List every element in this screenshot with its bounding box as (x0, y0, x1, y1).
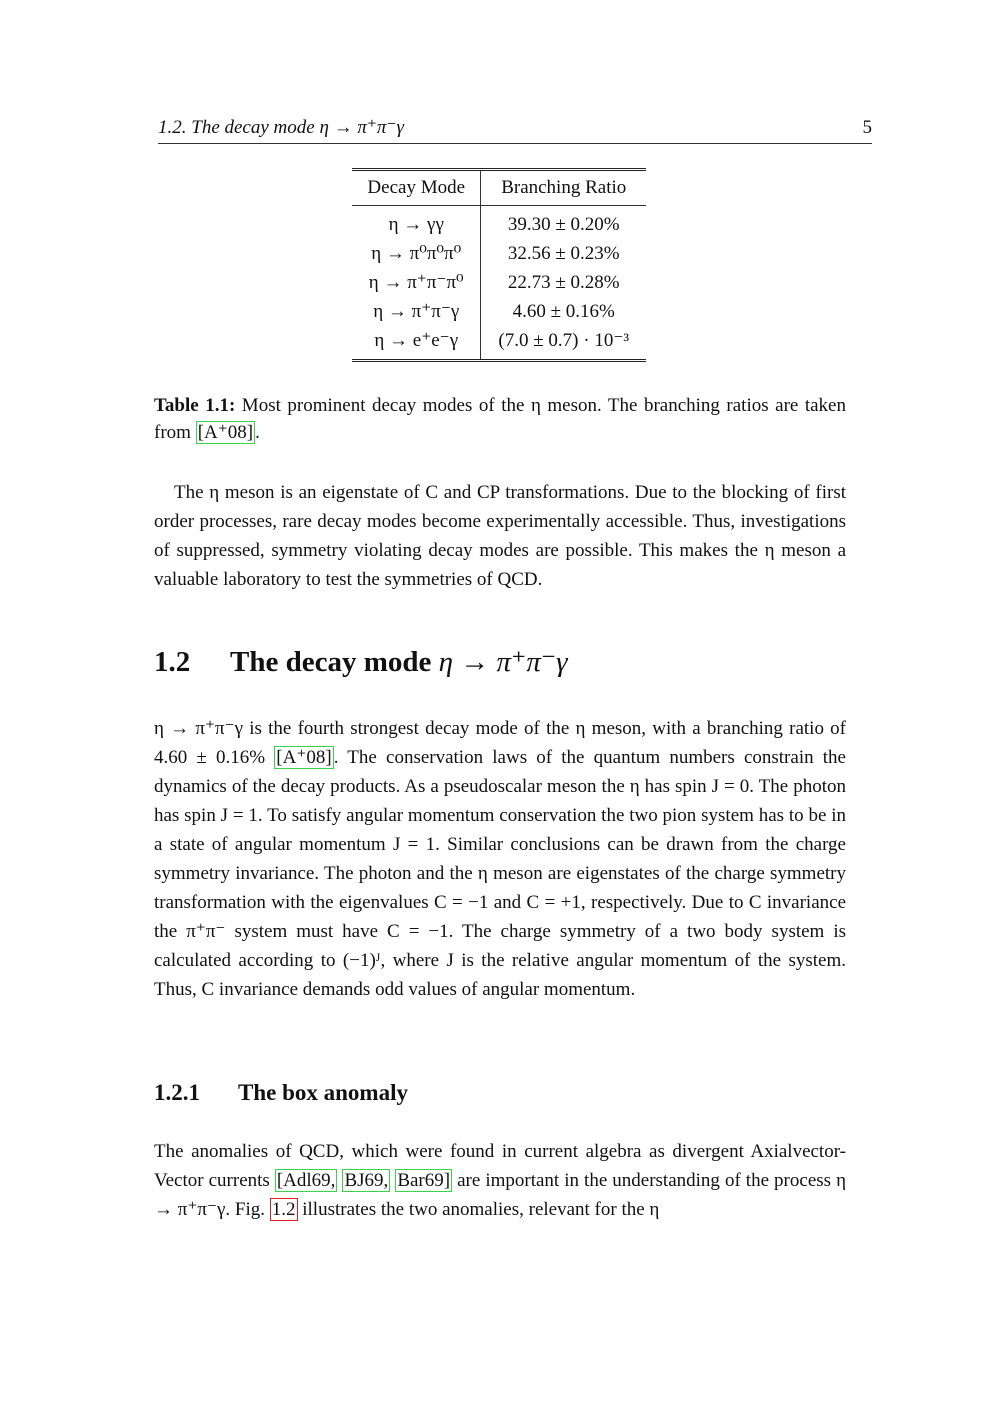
decay-mode-cell: η → e⁺e⁻γ (352, 326, 481, 361)
branching-ratio-cell: 39.30 ± 0.20% (507, 213, 620, 235)
caption-label: Table 1.1: (154, 395, 236, 416)
decay-mode-cell: η → π⁺π⁻γ (352, 297, 481, 326)
column-header-branching-ratio: Branching Ratio (481, 170, 646, 206)
branching-ratio-cell: 22.73 ± 0.28% (507, 271, 620, 293)
running-header (158, 116, 872, 144)
subsection-title: The box anomaly (238, 1080, 408, 1105)
decay-modes-table (352, 168, 646, 362)
page-number: 5 (862, 117, 872, 138)
paragraph-text: . The conservation laws of the quantum numbers constrain the dynamics of the decay products. As a pseudoscalar meson the η has spin J = 0. The photon has spin J = 1. To satisfy angular momentum conservation the two pion system has to be in a state of angular momentum J = 1. Similar conclusions can be drawn from the charge symmetry invariance. The photon and the η meson are eigenstates of the charge symmetry transformation with the eigenvalues C = −1 and C = +1, respectively. Due to C invariance the π⁺π⁻ system must have C = −1. The charge symmetry of a two body system is calculated according to (−1)ᴶ, where J is the relative angular momentum of the system. Thus, C invariance demands odd values of angular momentum. (154, 747, 846, 1000)
table-caption (154, 392, 846, 446)
decay-mode-cell: η → π⁺π⁻π⁰ (352, 268, 481, 297)
branching-ratio-cell: 4.60 ± 0.16% (512, 300, 615, 322)
citation-link[interactable]: [Adl69, (276, 1170, 336, 1191)
table-row (352, 206, 646, 240)
caption-end: . (255, 422, 260, 443)
decay-mode-paragraph (154, 714, 846, 1004)
intro-paragraph: The η meson is an eigenstate of C and CP transformations. Due to the blocking of first order processes, rare decay modes become experimentally accessible. Thus, investigations of suppressed, symmetry violating decay modes are possible. This makes the η meson a valuable laboratory to test the symmetries of QCD. (154, 482, 846, 590)
running-title: 1.2. The decay mode η → π⁺π⁻γ (158, 117, 404, 138)
citation-link[interactable]: [A⁺08] (276, 747, 332, 768)
citation-link[interactable]: [A⁺08] (197, 422, 254, 443)
decay-mode-cell: η → γγ (352, 206, 481, 240)
table-row (352, 297, 646, 326)
caption-text: Most prominent decay modes of the η meson. The branching ratios are taken from (154, 395, 846, 443)
subsection-number: 1.2.1 (154, 1080, 200, 1105)
subsection-heading (154, 1080, 408, 1106)
table-header-row (352, 170, 646, 206)
paragraph-text: The anomalies of QCD, which were found in current algebra as divergent Axialvector-Vector currents (154, 1141, 846, 1191)
citation-link[interactable]: BJ69, (344, 1170, 389, 1191)
branching-ratio-cell: 32.56 ± 0.23% (507, 242, 620, 264)
decay-mode-cell: η → π⁰π⁰π⁰ (352, 239, 481, 268)
table-row (352, 239, 646, 268)
citation-link[interactable]: Bar69] (397, 1170, 451, 1191)
section-title-text: The decay mode (230, 646, 439, 678)
section-heading (154, 644, 568, 679)
section-title-math: η → π⁺π⁻γ (438, 646, 568, 678)
paragraph-text: η → π⁺π⁻γ is the fourth strongest decay mode of the η meson, with a branching ratio of 4.60 ± 0.16% (154, 718, 846, 768)
branching-ratio-cell: (7.0 ± 0.7) · 10⁻³ (498, 330, 630, 351)
box-anomaly-paragraph (154, 1137, 846, 1224)
table-row (352, 268, 646, 297)
column-header-decay-mode: Decay Mode (352, 170, 481, 206)
table-row (352, 326, 646, 361)
section-number: 1.2 (154, 646, 191, 678)
paragraph-text: illustrates the two anomalies, relevant for the η (297, 1199, 660, 1220)
figure-reference-link[interactable]: 1.2 (271, 1199, 296, 1220)
paragraph-text: are important in the understanding of the process η → π⁺π⁻γ. Fig. (154, 1170, 846, 1220)
